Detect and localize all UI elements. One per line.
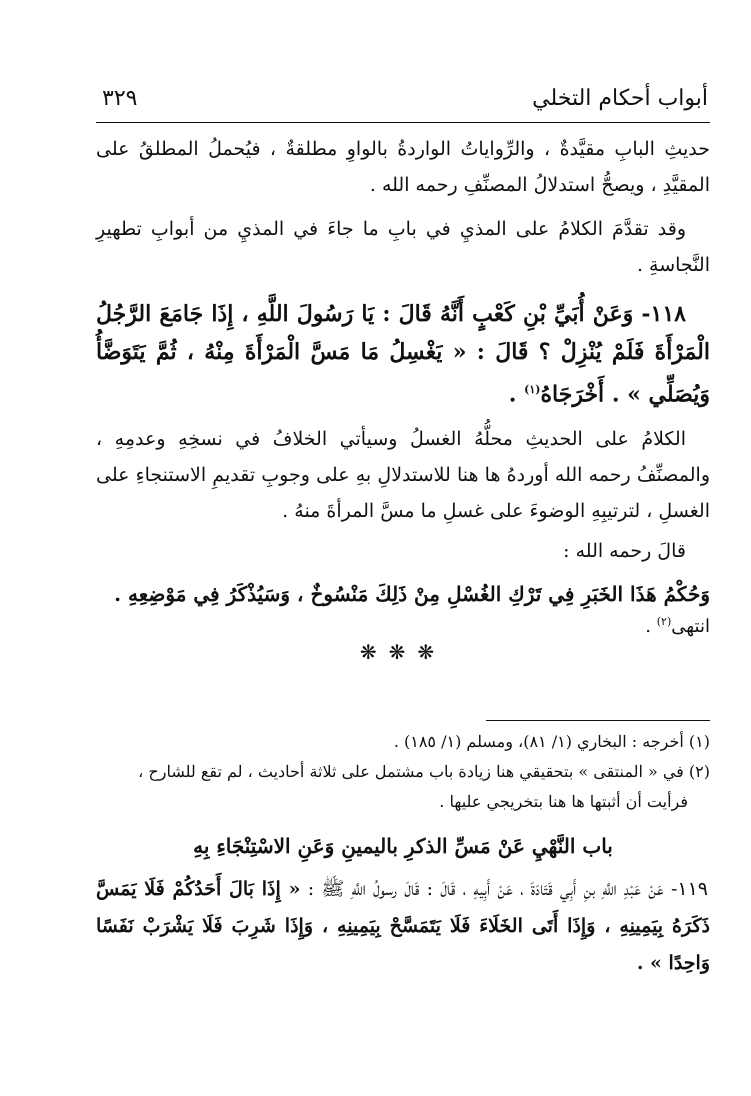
author-quote: وَحُكْمُ هَذَا الخَبَرِ فِي تَرْكِ الغُسْلِ مِنْ ذَلِكَ مَنْسُوخٌ ، وَسَيُذْكَرُ فِي مَوْضِعِهِ . <box>114 582 710 607</box>
quote-end: انتهى$^{(٢)}$ . <box>645 615 710 638</box>
intaha-text: انتهى <box>671 616 710 638</box>
page-number: ٣٢٩ <box>102 86 138 111</box>
footnote-2-line-2: فرأيت أن أثبتها ها هنا بتخريجي عليها . <box>439 792 688 812</box>
page-header <box>96 84 710 123</box>
section-separator-stars: ❋❋❋ <box>359 640 447 665</box>
paragraph-1: حديثِ البابِ مقيَّدةٌ ، والرِّواياتُ الواردةُ بالواوِ مطلقةٌ ، فيُحملُ المطلقُ على المقيَّدِ ، ويصحُّ استدلالُ المصنِّفِ رحمه الله . <box>96 138 710 196</box>
book-page <box>96 84 710 982</box>
footnote-divider <box>486 720 710 721</box>
footnote-ref-1: (١) <box>524 383 541 396</box>
chapter-heading: باب النَّهْيِ عَنْ مَسِّ الذكرِ باليمينِ وَعَنِ الاسْتِنْجَاءِ بِهِ <box>193 834 613 859</box>
footnote-2-line-1: (٢) في « المنتقى » بتحقيقي هنا زيادة باب مشتمل على ثلاثة أحاديث ، لم تقع للشارح ، <box>138 762 710 782</box>
hadith-119 <box>96 871 710 982</box>
hadith-118-text: ١١٨- وَعَنْ أُبَيِّ بْنِ كَعْبٍ أَنَّهُ قَالَ : يَا رَسُولَ اللَّهِ ، إِذَا جَامَعَ الرَّجُلُ الْمَرْأَةَ فَلَمْ يُنْزِلْ ؟ قَالَ : « يَغْسِلُ مَا مَسَّ الْمَرْأَةَ مِنْهُ ، ثُمَّ يَتَوَضَّأُ وَيُصَلِّي » . أَخْرَجَاهُ <box>96 301 710 408</box>
hadith-119-intro: ١١٩- عَنْ عَبْدِ اللَّهِ بنِ أَبِي قَتَادَةَ ، عَنْ أَبِيهِ ، قَالَ : قَالَ رسولُ اللَّهِ ﷺ : <box>307 878 708 901</box>
hadith-118: ١١٨- وَعَنْ أُبَيِّ بْنِ كَعْبٍ أَنَّهُ قَالَ : يَا رَسُولَ اللَّهِ ، إِذَا جَامَعَ الرَّجُلُ الْمَرْأَةَ فَلَمْ يُنْزِلْ ؟ قَالَ : « يَغْسِلُ مَا مَسَّ الْمَرْأَةَ مِنْهُ ، ثُمَّ يَتَوَضَّأُ وَيُصَلِّي » . أَخْرَجَاهُ$^{(١)}$ . <box>96 301 710 408</box>
paragraph-3: الكلامُ على الحديثِ محلُّهُ الغسلُ وسيأتي الخلافُ في نسخِهِ وعدمِهِ ، والمصنِّفُ رحمه الله أوردهُ ها هنا للاستدلالِ بهِ على وجوبِ تقديمِ الاستنجاءِ على الغسلِ ، لترتيبِهِ الوضوءَ على غسلِ ما مسَّ المرأةَ منهُ . <box>96 428 710 523</box>
running-title: أبواب أحكام التخلي <box>532 86 708 111</box>
author-says: قالَ رحمه الله : <box>563 540 686 563</box>
footnote-ref-2: (٢) <box>656 615 672 629</box>
paragraph-2: وقد تقدَّمَ الكلامُ على المذيِ في بابِ ما جاءَ في المذيِ من أبوابِ تطهيرِ النَّجاسةِ . <box>96 218 710 276</box>
footnote-1: (١) أخرجه : البخاري (١/ ٨١)، ومسلم (١/ ١٨٥) . <box>393 732 710 752</box>
hadith-119-text: « إِذَا بَالَ أَحَدُكُمْ فَلَا يَمَسَّ ذَكَرَهُ بِيَمِينِهِ ، وَإِذَا أَتَى الخَلَاءَ فَلَا يَتَمَسَّحْ بِيَمِينِهِ ، وَإِذَا شَرِبَ فَلَا يَشْرَبْ نَفَسًا وَاحِدًا » . <box>96 878 710 975</box>
